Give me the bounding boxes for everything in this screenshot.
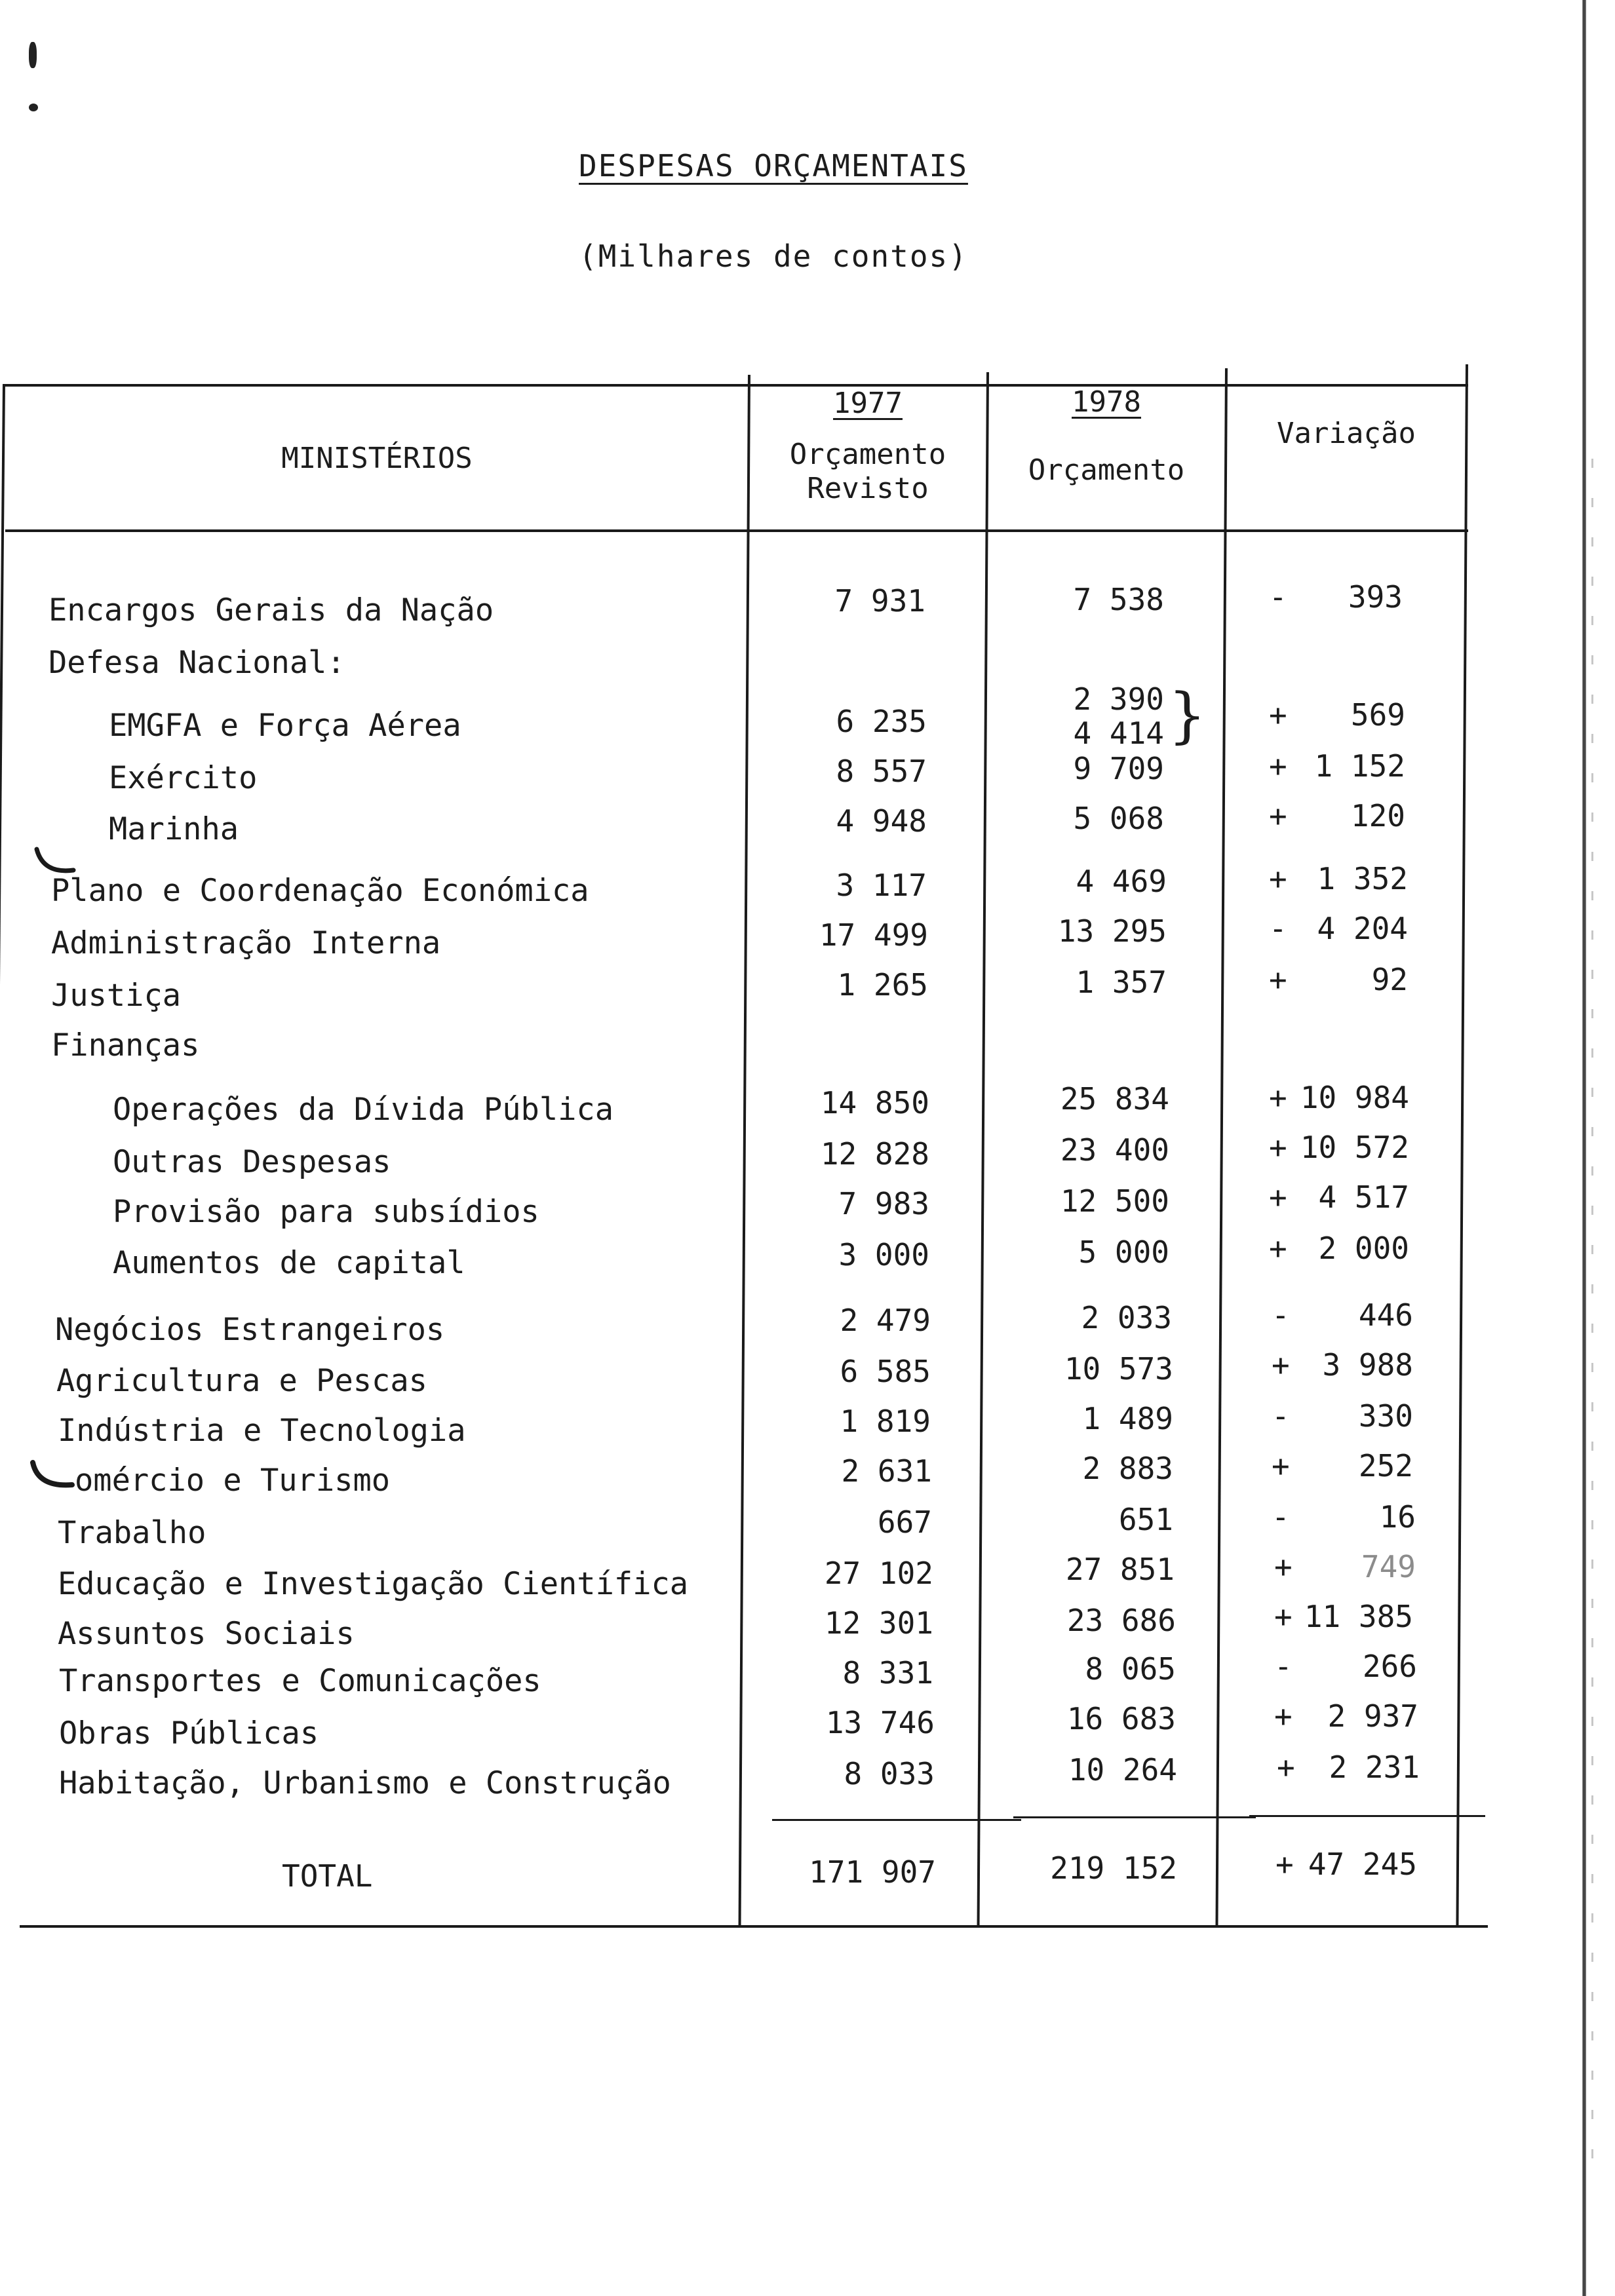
- punch-mark: [29, 104, 38, 111]
- value-1977: 2 479: [840, 1303, 931, 1338]
- value-1978: 13 295: [1057, 913, 1167, 949]
- header-1978-label: Orçamento: [1028, 453, 1185, 487]
- value-1978: 8 065: [1085, 1651, 1176, 1687]
- value-1977: 12 301: [824, 1605, 933, 1641]
- variation-value: 393: [1348, 579, 1403, 615]
- table-top-border: [3, 384, 1468, 387]
- punch-mark: [29, 42, 37, 68]
- value-1977: 13 746: [825, 1705, 935, 1740]
- variation-value: 16: [1379, 1499, 1416, 1535]
- value-1978: 10 264: [1068, 1752, 1177, 1788]
- value-1978: 25 834: [1060, 1081, 1169, 1117]
- value-1977: 12 828: [820, 1136, 929, 1172]
- variation-value: 1 352: [1317, 861, 1408, 896]
- row-label: Agricultura e Pescas: [56, 1363, 427, 1399]
- scan-edge-noise: [1591, 459, 1593, 2162]
- table-bottom-border: [20, 1925, 1488, 1928]
- value-1977: 3 000: [838, 1237, 929, 1272]
- value-1977: 8 557: [836, 754, 927, 789]
- row-label: Transportes e Comunicações: [59, 1663, 541, 1699]
- value-1977: 6 585: [840, 1354, 931, 1389]
- variation-sign: +: [1272, 1448, 1290, 1483]
- scan-edge: [1582, 0, 1586, 2296]
- value-1978: 23 686: [1066, 1603, 1176, 1638]
- row-label: Administração Interna: [51, 925, 441, 961]
- page-title: [0, 148, 1547, 183]
- header-1977-label-line1: Orçamento: [789, 438, 946, 471]
- page-title-text: DESPESAS ORÇAMENTAIS: [579, 148, 968, 183]
- total-label: TOTAL: [282, 1858, 373, 1894]
- total-1977: 171 907: [809, 1854, 936, 1890]
- row-label: Trabalho: [58, 1515, 206, 1551]
- row-label: Encargos Gerais da Nação: [49, 592, 494, 628]
- variation-value: 749: [1361, 1549, 1416, 1584]
- header-1978-year-text: 1978: [1072, 385, 1141, 419]
- row-label: Marinha: [109, 811, 239, 847]
- total-variation-sign: +: [1275, 1846, 1294, 1882]
- variation-value: 4 204: [1317, 911, 1408, 946]
- variation-value: 2 000: [1318, 1231, 1409, 1266]
- row-label: Negócios Estrangeiros: [55, 1312, 445, 1348]
- row-label: Educação e Investigação Científica: [58, 1566, 689, 1602]
- value-1978: 2 033: [1081, 1300, 1172, 1335]
- value-1977: 6 235: [836, 704, 927, 739]
- variation-value: 446: [1358, 1297, 1413, 1333]
- variation-sign: +: [1274, 1698, 1293, 1734]
- value-1978: 5 000: [1078, 1234, 1169, 1270]
- page-subtitle: (Milhares de contos): [579, 239, 968, 274]
- row-label: Aumentos de capital: [113, 1245, 465, 1281]
- value-1977: 14 850: [820, 1085, 929, 1120]
- variation-value: 120: [1350, 798, 1405, 833]
- variation-sign: -: [1272, 1499, 1290, 1535]
- variation-sign: +: [1269, 1130, 1287, 1165]
- value-1978-part1: 2 390: [1073, 681, 1164, 717]
- row-label: Finanças: [51, 1027, 200, 1063]
- column-divider-1: [739, 375, 750, 1928]
- row-label: Plano e Coordenação Económica: [51, 873, 589, 909]
- value-1977: 8 331: [842, 1655, 933, 1691]
- variation-sign: -: [1272, 1297, 1290, 1333]
- column-divider-3: [1215, 368, 1228, 1928]
- variation-value: 2 937: [1327, 1698, 1418, 1734]
- value-1977: 7 983: [838, 1186, 929, 1221]
- value-1978: 1 489: [1082, 1401, 1173, 1436]
- variation-value: 1 152: [1314, 748, 1405, 784]
- value-1977: 2 631: [841, 1453, 932, 1489]
- variation-sign: +: [1269, 1080, 1287, 1115]
- variation-sign: +: [1269, 748, 1287, 784]
- value-1977: 4 948: [836, 803, 927, 839]
- table-left-border: [0, 384, 5, 1928]
- variation-value: 330: [1358, 1398, 1413, 1434]
- variation-value: 569: [1350, 697, 1405, 733]
- header-1977-year: [751, 385, 984, 422]
- value-1978-part2: 4 414: [1073, 716, 1164, 751]
- header-divider: [5, 529, 1468, 532]
- value-1978: 9 709: [1073, 751, 1164, 786]
- value-1977: 667: [877, 1504, 932, 1540]
- row-label: Assuntos Sociais: [58, 1616, 355, 1652]
- row-label: Exército: [109, 760, 258, 796]
- variation-sign: +: [1269, 1231, 1287, 1266]
- variation-value: 266: [1362, 1649, 1417, 1684]
- variation-sign: -: [1272, 1398, 1290, 1434]
- variation-sign: +: [1269, 962, 1287, 997]
- value-1977: 8 033: [844, 1756, 935, 1791]
- header-ministerios: MINISTÉRIOS: [281, 442, 473, 475]
- total-rule-1978: [1013, 1816, 1256, 1818]
- value-1978: 1 357: [1076, 965, 1167, 1000]
- value-1978: 27 851: [1065, 1552, 1175, 1587]
- variation-sign: +: [1274, 1599, 1293, 1634]
- row-label: Operações da Dívida Pública: [113, 1092, 614, 1128]
- variation-value: 92: [1371, 962, 1408, 997]
- variation-value: 3 988: [1322, 1347, 1413, 1383]
- variation-sign: +: [1272, 1347, 1290, 1383]
- value-1977: 1 265: [837, 967, 928, 1003]
- variation-sign: +: [1269, 798, 1287, 833]
- value-1978: 4 469: [1076, 864, 1167, 899]
- value-1977: 27 102: [824, 1556, 933, 1591]
- row-label: Outras Despesas: [113, 1144, 391, 1180]
- row-label: Defesa Nacional:: [49, 645, 345, 681]
- value-1978: 10 573: [1064, 1351, 1173, 1387]
- variation-sign: -: [1269, 911, 1287, 946]
- row-label: omércio e Turismo: [75, 1463, 391, 1499]
- row-label: EMGFA e Força Aérea: [109, 708, 461, 744]
- header-variacao: Variação: [1277, 417, 1416, 450]
- variation-sign: -: [1269, 579, 1287, 615]
- value-1978: 2 883: [1082, 1451, 1173, 1486]
- total-1978: 219 152: [1050, 1850, 1177, 1886]
- variation-sign: +: [1274, 1549, 1293, 1584]
- variation-sign: +: [1277, 1750, 1295, 1785]
- variation-sign: +: [1269, 697, 1287, 733]
- variation-value: 4 517: [1318, 1179, 1409, 1215]
- value-1977: 17 499: [819, 917, 928, 953]
- brace-icon: }: [1168, 680, 1207, 750]
- column-divider-2: [977, 372, 989, 1928]
- value-1978: 5 068: [1073, 801, 1164, 836]
- row-label: Provisão para subsídios: [113, 1194, 539, 1230]
- variation-sign: +: [1269, 861, 1287, 896]
- value-1977: 1 819: [840, 1404, 931, 1439]
- value-1978: 7 538: [1073, 582, 1164, 617]
- header-1977-year-text: 1977: [833, 387, 903, 420]
- table-right-border: [1456, 364, 1468, 1928]
- variation-sign: -: [1274, 1649, 1293, 1684]
- value-1978: 16 683: [1066, 1701, 1176, 1736]
- variation-sign: +: [1269, 1179, 1287, 1215]
- header-1977-label-line2: Revisto: [807, 472, 929, 505]
- row-label: Obras Públicas: [59, 1715, 319, 1751]
- total-variation-value: 47 245: [1308, 1846, 1417, 1882]
- variation-value: 11 385: [1304, 1599, 1413, 1634]
- variation-value: 10 984: [1300, 1080, 1409, 1115]
- variation-value: 252: [1358, 1448, 1413, 1483]
- variation-value: 10 572: [1300, 1130, 1409, 1165]
- row-label: Justiça: [51, 978, 182, 1014]
- value-1977: 7 931: [834, 583, 925, 619]
- row-label: Indústria e Tecnologia: [58, 1413, 466, 1449]
- value-1978: 23 400: [1060, 1132, 1169, 1168]
- header-1978-year: [990, 384, 1223, 421]
- value-1977: 3 117: [836, 868, 927, 903]
- total-rule-1977: [772, 1819, 1021, 1821]
- value-1978: 651: [1118, 1502, 1173, 1537]
- row-label: Habitação, Urbanismo e Construção: [59, 1765, 671, 1801]
- total-rule-variacao: [1249, 1815, 1485, 1817]
- variation-value: 2 231: [1329, 1750, 1420, 1785]
- value-1978: 12 500: [1060, 1183, 1169, 1219]
